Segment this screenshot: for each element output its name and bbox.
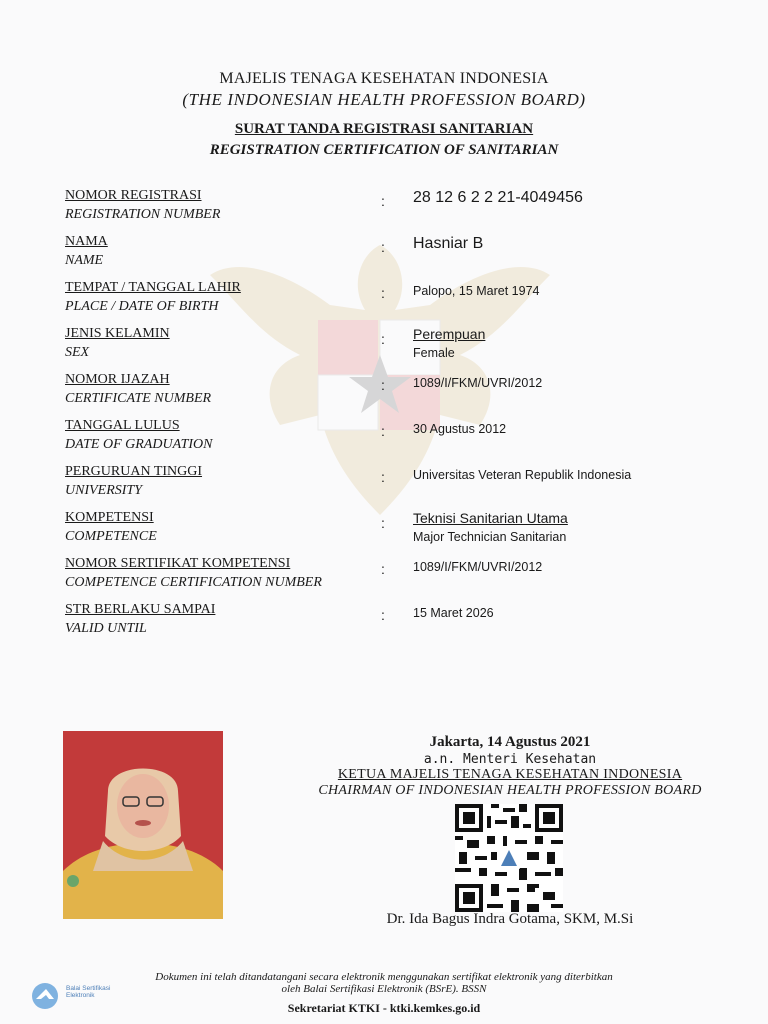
field-name <box>65 234 745 280</box>
field-label-en: DATE OF GRADUATION <box>65 437 213 452</box>
field-label-en: COMPETENCE CERTIFICATION NUMBER <box>65 575 322 590</box>
field-sex <box>65 326 745 372</box>
field-colon: : <box>381 285 385 301</box>
field-certificate-number <box>65 372 745 418</box>
field-colon: : <box>381 377 385 393</box>
signer-name: Dr. Ida Bagus Indra Gotama, SKM, M.Si <box>386 911 634 927</box>
field-label-id: JENIS KELAMIN <box>65 326 170 341</box>
field-value-en: Female <box>413 346 455 360</box>
field-label-id: STR BERLAKU SAMPAI <box>65 602 216 617</box>
field-label-en: SEX <box>65 345 90 360</box>
signature-place-date: Jakarta, 14 Agustus 2021 <box>429 734 591 750</box>
field-label-en: UNIVERSITY <box>65 483 142 498</box>
field-colon: : <box>381 469 385 485</box>
signer-title-id: KETUA MAJELIS TENAGA KESEHATAN INDONESIA <box>337 767 683 782</box>
e-signature-note: Dokumen ini telah ditandatangani secara elektronik menggunakan sertifikat elektronik yang diterbitkan <box>155 971 613 983</box>
field-label-id: TANGGAL LULUS <box>65 418 180 433</box>
board-name-en: (THE INDONESIAN HEALTH PROFESSION BOARD) <box>182 90 586 109</box>
field-competence <box>65 510 745 556</box>
field-value: Hasniar B <box>413 235 484 252</box>
field-university <box>65 464 745 510</box>
holder-photo <box>63 731 223 919</box>
field-colon: : <box>381 515 385 531</box>
field-value: 28 12 6 2 2 21-4049456 <box>413 189 583 206</box>
field-label-id: PERGURUAN TINGGI <box>65 464 203 479</box>
field-place-date-of-birth <box>65 280 745 326</box>
bsre-logo-text: Balai Sertifikasi Elektronik <box>66 985 111 999</box>
field-label-id: TEMPAT / TANGGAL LAHIR <box>65 280 241 295</box>
field-label-id: NOMOR SERTIFIKAT KOMPETENSI <box>65 556 291 571</box>
certificate-title-en: REGISTRATION CERTIFICATION OF SANITARIAN <box>209 142 559 158</box>
secretariat-footer: Sekretariat KTKI - ktki.kemkes.go.id <box>287 1001 481 1015</box>
qr-code-icon <box>455 804 563 912</box>
field-label-en: NAME <box>65 253 104 268</box>
field-label-id: NOMOR IJAZAH <box>65 372 170 387</box>
signer-title-en: CHAIRMAN OF INDONESIAN HEALTH PROFESSION BOARD <box>318 783 702 798</box>
field-colon: : <box>381 331 385 347</box>
field-value: Palopo, 15 Maret 1974 <box>413 284 540 298</box>
field-colon: : <box>381 193 385 209</box>
field-valid-until <box>65 602 745 648</box>
field-label-en: COMPETENCE <box>65 529 157 544</box>
field-label-id: NAMA <box>65 234 108 249</box>
field-colon: : <box>381 607 385 623</box>
field-label-en: CERTIFICATE NUMBER <box>65 391 212 406</box>
field-value: Universitas Veteran Republik Indonesia <box>413 468 632 482</box>
field-value-en: Major Technician Sanitarian <box>413 530 567 544</box>
field-value: 30 Agustus 2012 <box>413 422 507 436</box>
field-value: 1089/I/FKM/UVRI/2012 <box>413 560 543 574</box>
field-registration-number <box>65 188 745 234</box>
field-label-id: KOMPETENSI <box>65 510 154 525</box>
field-colon: : <box>381 239 385 255</box>
field-label-en: PLACE / DATE OF BIRTH <box>65 299 219 314</box>
field-value: Perempuan <box>413 326 486 342</box>
signature-on-behalf: a.n. Menteri Kesehatan <box>423 752 597 767</box>
field-date-of-graduation <box>65 418 745 464</box>
board-name-id: MAJELIS TENAGA KESEHATAN INDONESIA <box>219 70 549 87</box>
certificate-title-id: SURAT TANDA REGISTRASI SANITARIAN <box>234 121 534 137</box>
field-value: 1089/I/FKM/UVRI/2012 <box>413 376 543 390</box>
field-value: 15 Maret 2026 <box>413 606 494 620</box>
field-colon: : <box>381 561 385 577</box>
field-label-en: VALID UNTIL <box>65 621 147 636</box>
e-signature-note-issuer: oleh Balai Sertifikasi Elektronik (BSrE). BSSN <box>281 983 487 995</box>
field-competence-certificate-number <box>65 556 745 602</box>
field-label-en: REGISTRATION NUMBER <box>65 207 221 222</box>
field-colon: : <box>381 423 385 439</box>
field-value: Teknisi Sanitarian Utama <box>413 510 568 526</box>
field-label-id: NOMOR REGISTRASI <box>65 188 202 203</box>
registration-fields <box>65 188 745 648</box>
